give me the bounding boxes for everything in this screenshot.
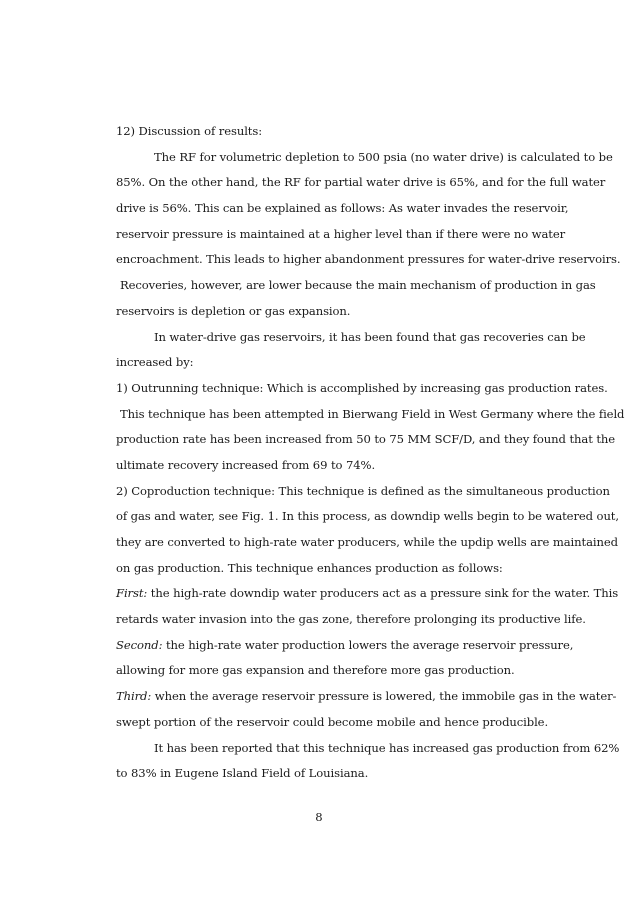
page-number: 8 [315, 810, 323, 824]
text-line: to 83% in Eugene Island Field of Louisiana. [116, 766, 369, 781]
text-line: of gas and water, see Fig. 1. In this process, as downdip wells begin to be watered out, [116, 509, 619, 524]
text-line [116, 684, 617, 710]
text-line: 2) Coproduction technique: This technique is defined as the simultaneous production [116, 483, 610, 498]
text-line: reservoirs is depletion or gas expansion. [116, 303, 351, 318]
text-line: on gas production. This technique enhances production as follows: [116, 560, 503, 575]
text-line: retards water invasion into the gas zone, therefore prolonging its productive life. [116, 612, 586, 627]
text-line: allowing for more gas expansion and therefore more gas production. [116, 663, 515, 678]
third-label: Third: [116, 689, 152, 704]
text-line: encroachment. This leads to higher abandonment pressures for water-drive reservoirs. [116, 252, 621, 267]
second-label: Second: [116, 637, 163, 652]
third-text: when the average reservoir pressure is lowered, the immobile gas in the water- [151, 689, 617, 704]
first-text: the high-rate downdip water producers act as a pressure sink for the water. This [147, 586, 619, 601]
text-line: Recoveries, however, are lower because the main mechanism of production in gas [120, 278, 596, 293]
text-line: It has been reported that this technique has increased gas production from 62% [154, 740, 620, 755]
text-line: This technique has been attempted in Bierwang Field in West Germany where the field [120, 406, 625, 421]
text-line: drive is 56%. This can be explained as follows: As water invades the reservoir, [116, 201, 569, 216]
text-line: they are converted to high-rate water producers, while the updip wells are maintained [116, 535, 618, 549]
text-line: swept portion of the reservoir could become mobile and hence producible. [116, 714, 549, 729]
first-label: First: [116, 586, 148, 601]
text-line: In water-drive gas reservoirs, it has been found that gas recoveries can be [154, 329, 586, 344]
body-text [116, 119, 625, 787]
text-line: production rate has been increased from 50 to 75 MM SCF/D, and they found that the [116, 432, 616, 447]
text-line: reservoir pressure is maintained at a higher level than if there were no water [116, 226, 566, 241]
text-line: ultimate recovery increased from 69 to 74%. [116, 457, 376, 472]
text-line: 85%. On the other hand, the RF for partial water drive is 65%, and for the full water [116, 175, 606, 190]
text-line: The RF for volumetric depletion to 500 psia (no water drive) is calculated to be [154, 149, 613, 164]
text-line [116, 633, 574, 659]
text-line: increased by: [116, 355, 194, 370]
section-heading: 12) Discussion of results: [116, 124, 263, 138]
second-text: the high-rate water production lowers the average reservoir pressure, [162, 637, 574, 652]
text-line [116, 581, 619, 607]
text-line: 1) Outrunning technique: Which is accomplished by increasing gas production rates. [116, 380, 608, 395]
